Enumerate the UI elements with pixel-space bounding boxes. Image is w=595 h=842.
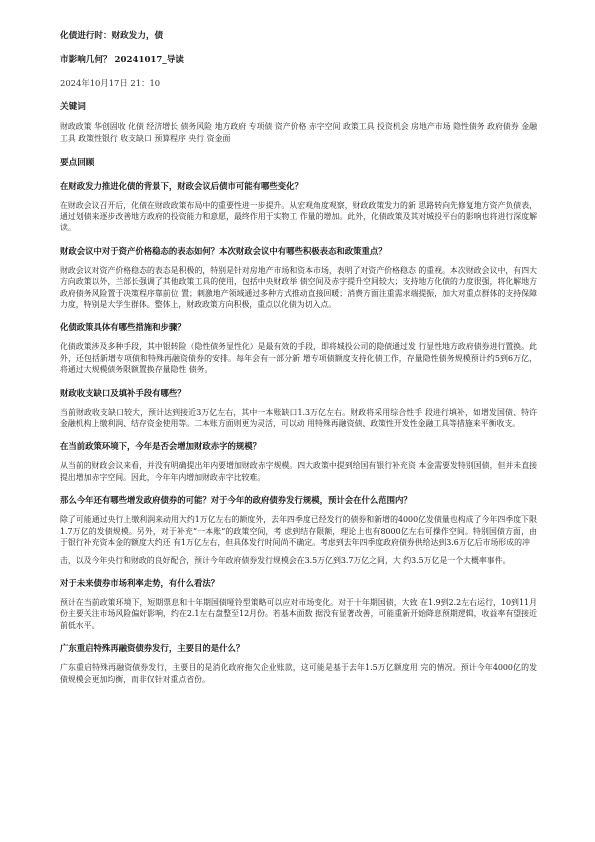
- section-paragraph-3: 化债政策涉及多种手段，其中银转险（隐性债务显性化）是最有效的手段，即将城投公司的隐债通过发 行显性地方政府债券进行置换。此外，还包括新增专项债和特殊再融资债券的安排。每年会有一部分新 增专项债额度支持化债工作，存量隐性债务规模预计约5到6万亿，将通过大规模债务限额置换存量隐性 债务。: [60, 342, 537, 375]
- section-paragraph-7: 预计在当前政策环境下，短期票息和十年期国债哑铃型策略可以应对市场变化。对于十年期国债，大致 在1.9到2.2左右运行，10到11月份主要关注市场风险偏好影响，约在2.1左右盘整至12月份。若基本面数 据没有显著改善，可能重新开始降息预期逻辑，收益率有望接近前低水平。: [60, 597, 537, 630]
- doc-title-line-1: 化债进行时：财政发力，债: [60, 31, 164, 41]
- section-heading-5: 在当前政策环境下，今年是否会增加财政赤字的规模？: [60, 441, 261, 452]
- section-heading-1: 在财政发力推进化债的背景下，财政会议后债市可能有哪些变化？: [60, 180, 303, 191]
- section-paragraph-1: 在财政会议召开后，化债在财政政策布局中的重要性进一步提升。从宏观角度观察，财政政策发力的新 思路转向先修复地方资产负债表，通过划债来逐步改善地方政府的投资能力和意愿，最终作用于实物工 作量的增加。此外，化债政策及其对城投平台的影响也将进行深度解读。: [60, 200, 537, 233]
- section-heading-4: 财政收支缺口及填补手段有哪些？: [60, 387, 186, 398]
- section-heading-2: 财政会议中对于资产价格稳态的表态如何？本次财政会议中有哪些积极表态和政策重点？: [60, 245, 387, 256]
- section-heading-3: 化债政策具体有哪些措施和步骤？: [60, 322, 186, 333]
- doc-title-line-2: 市影响几何？ 20241017_导读: [60, 55, 184, 65]
- section-heading-7: 对于未来债券市场利率走势，有什么看法？: [60, 577, 220, 588]
- section-paragraph-8: 广东重启特殊再融资债券发行，主要目的是消化政府拖欠企业账款，这可能是基于去年1.5万亿额度用 完的情况。预计今年4000亿的发债规模会更加均衡，而非仅针对重点省份。: [60, 663, 537, 684]
- document-page: [60, 30, 537, 685]
- doc-date: 2024年10月17日 21：10: [60, 78, 161, 88]
- section-heading-8: 广东重启特殊再融资债券发行，主要目的是什么？: [60, 643, 245, 654]
- section-paragraph-6-continued: 击，以及今年央行和财政的良好配合，预计今年政府债券发行规模会在3.5万亿到3.7万亿之间，大 约3.5万亿是一个大概率事件。: [60, 555, 511, 565]
- section-paragraph-2: 财政会议对资产价格稳态的表态是积极的，特别是针对房地产市场和资本市场，表明了对资产价格稳态 的重视。本次财政会议中，有四大方向政策以外，兰部长强调了其他政策工具的使用，包括中央财政举 债空间及赤字提升空间较大；支持地方化债的力度很强，将化解地方政府债务风险置于决策程序靠前位 置；刺激地产领域通过多种方式推动直接回暖；消费方面注重需求端提振，加大对重点群体的支持保障 力度，特别是大学生群体。整体上，财政政策方向积极，重点以化债为切入点。: [60, 265, 537, 310]
- section-paragraph-5: 从当前的财政会议来看，并没有明确提出年内要增加财政赤字规模。四大政策中提到给国有银行补充资 本金需要发特别国债，但并未直接提出增加赤字空间。因此，今年年内增加财政赤字比较难。: [60, 461, 537, 482]
- section-paragraph-6: 除了可能通过央行上缴利润来动用大约1万亿左右的额度外，去年四季度已经发行的债券和新增的4000亿发债量也构成了今年四季度下限1.7万亿的发债规模。另外，对于补充“一本账”的政策空间，考 虑到结存限额，理论上也有8000亿左右可操作空间。特别国债方面，由于银行补充资本金的额度大约还 有1万亿左右，但具体发行时间尚不确定。考虑到去年四季度政府债券供给达到3.6万亿后市场形成的冲: [60, 515, 537, 548]
- section-paragraph-4: 当前财政收支缺口较大，预计达到接近3万亿左右，其中一本账缺口1.3万亿左右。财政将采用综合性手 段进行填补，如增发国债、特许金融机构上缴利润、结存资金使用等。二本账方面则更为灵活，可以动 用特殊再融资债、政策性开发性金融工具等措施来平衡收支。: [60, 407, 537, 429]
- section-heading-6: 那么今年还有哪些增发政府债券的可能？对于今年的政府债券发行规模，预计会在什么范围内？: [60, 495, 412, 506]
- summary-label: 要点回顾: [60, 157, 95, 168]
- keywords-text: 财政政策 华创固收 化债 经济增长 债务风险 地方政府 专项债 资产价格 赤字空间 政策工具 投资机会 房地产市场 隐性债务 政府债券 金融工具 政策性银行 收支缺口 预算程序 央行 资金面: [60, 122, 537, 143]
- keywords-label: 关键词: [60, 102, 86, 112]
